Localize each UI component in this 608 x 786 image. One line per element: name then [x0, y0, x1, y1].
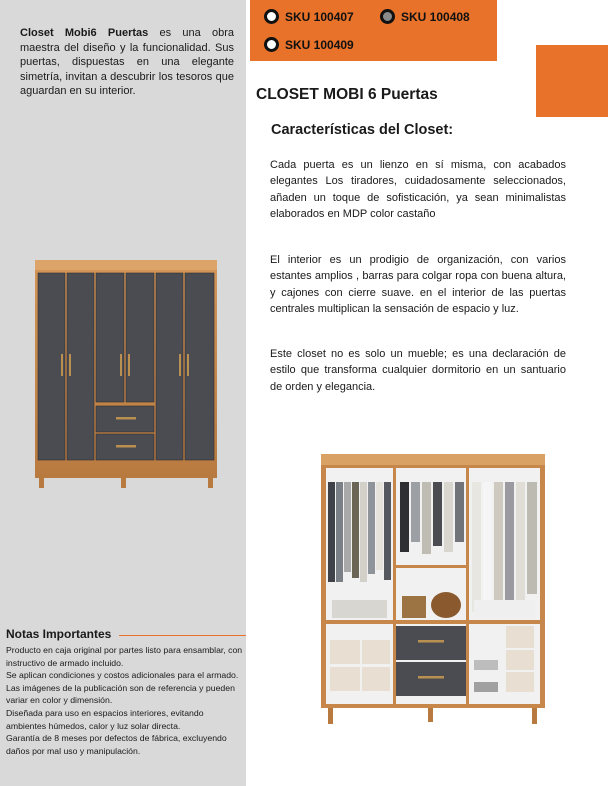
radio-selected-icon [380, 9, 395, 24]
closed-closet-image [31, 256, 221, 490]
paragraph-finishes: Cada puerta es un lienzo en sí misma, con acabados elegantes Los tiradores, cuidadosamente seleccionados, añaden un toque de sofisticación, ya sean minimalistas elaborados en MDP color castaño [270, 159, 566, 221]
decorative-orange-square [536, 45, 608, 117]
intro-product-name: Closet Mobi6 Puertas [20, 27, 149, 39]
page-title: CLOSET MOBI 6 Puertas [256, 86, 438, 103]
sku-box [250, 0, 497, 61]
section-title: Características del Closet: [271, 122, 454, 138]
paragraph-style: Este closet no es solo un mueble; es una declaración de estilo que transforma cualquier dormitorio en un santuario de orden y elegancia. [270, 348, 566, 393]
sku-option-3[interactable] [264, 37, 354, 52]
sku-option-1[interactable] [264, 9, 354, 24]
notes-divider [119, 635, 246, 636]
radio-icon [264, 37, 279, 52]
radio-icon [264, 9, 279, 24]
note-line: Producto en caja original por partes listo para ensamblar, con instructivo de armado incluido. [6, 645, 243, 668]
sku-label: SKU 100407 [285, 9, 354, 24]
intro-description: es una obra maestra del diseño y la funcionalidad. Sus puertas, dispuestas en una elegante simetría, invitan a descubrir los tesoros que aguardan en su interior. [20, 27, 235, 98]
notes-body [6, 644, 246, 757]
notes-title: Notas Importantes [6, 627, 112, 641]
paragraph-interior: El interior es un prodigio de organización, con varios estantes amplios , barras para colgar ropa con buena altura, y cajones con cierre suave. en el interior de las puertas centrales multiplican la sensación de espacio y luz. [270, 254, 566, 316]
note-line: Garantía de 8 meses por defectos de fábrica, excluyendo daños por mal uso y manipulación. [6, 733, 227, 756]
sku-label: SKU 100408 [401, 9, 470, 24]
sku-option-2[interactable] [380, 9, 470, 24]
intro-text [20, 26, 234, 99]
sku-label: SKU 100409 [285, 37, 354, 52]
open-closet-image [318, 450, 548, 730]
note-line: Diseñada para uso en espacios interiores, evitando ambientes húmedos, calor y luz solar directa. [6, 707, 204, 731]
notes-section [6, 627, 246, 757]
note-line: Se aplican condiciones y costos adicionales para el armado. [6, 670, 239, 681]
note-line: Las imágenes de la publicación son de referencia y pueden variar en color y dimensión. [6, 682, 235, 706]
